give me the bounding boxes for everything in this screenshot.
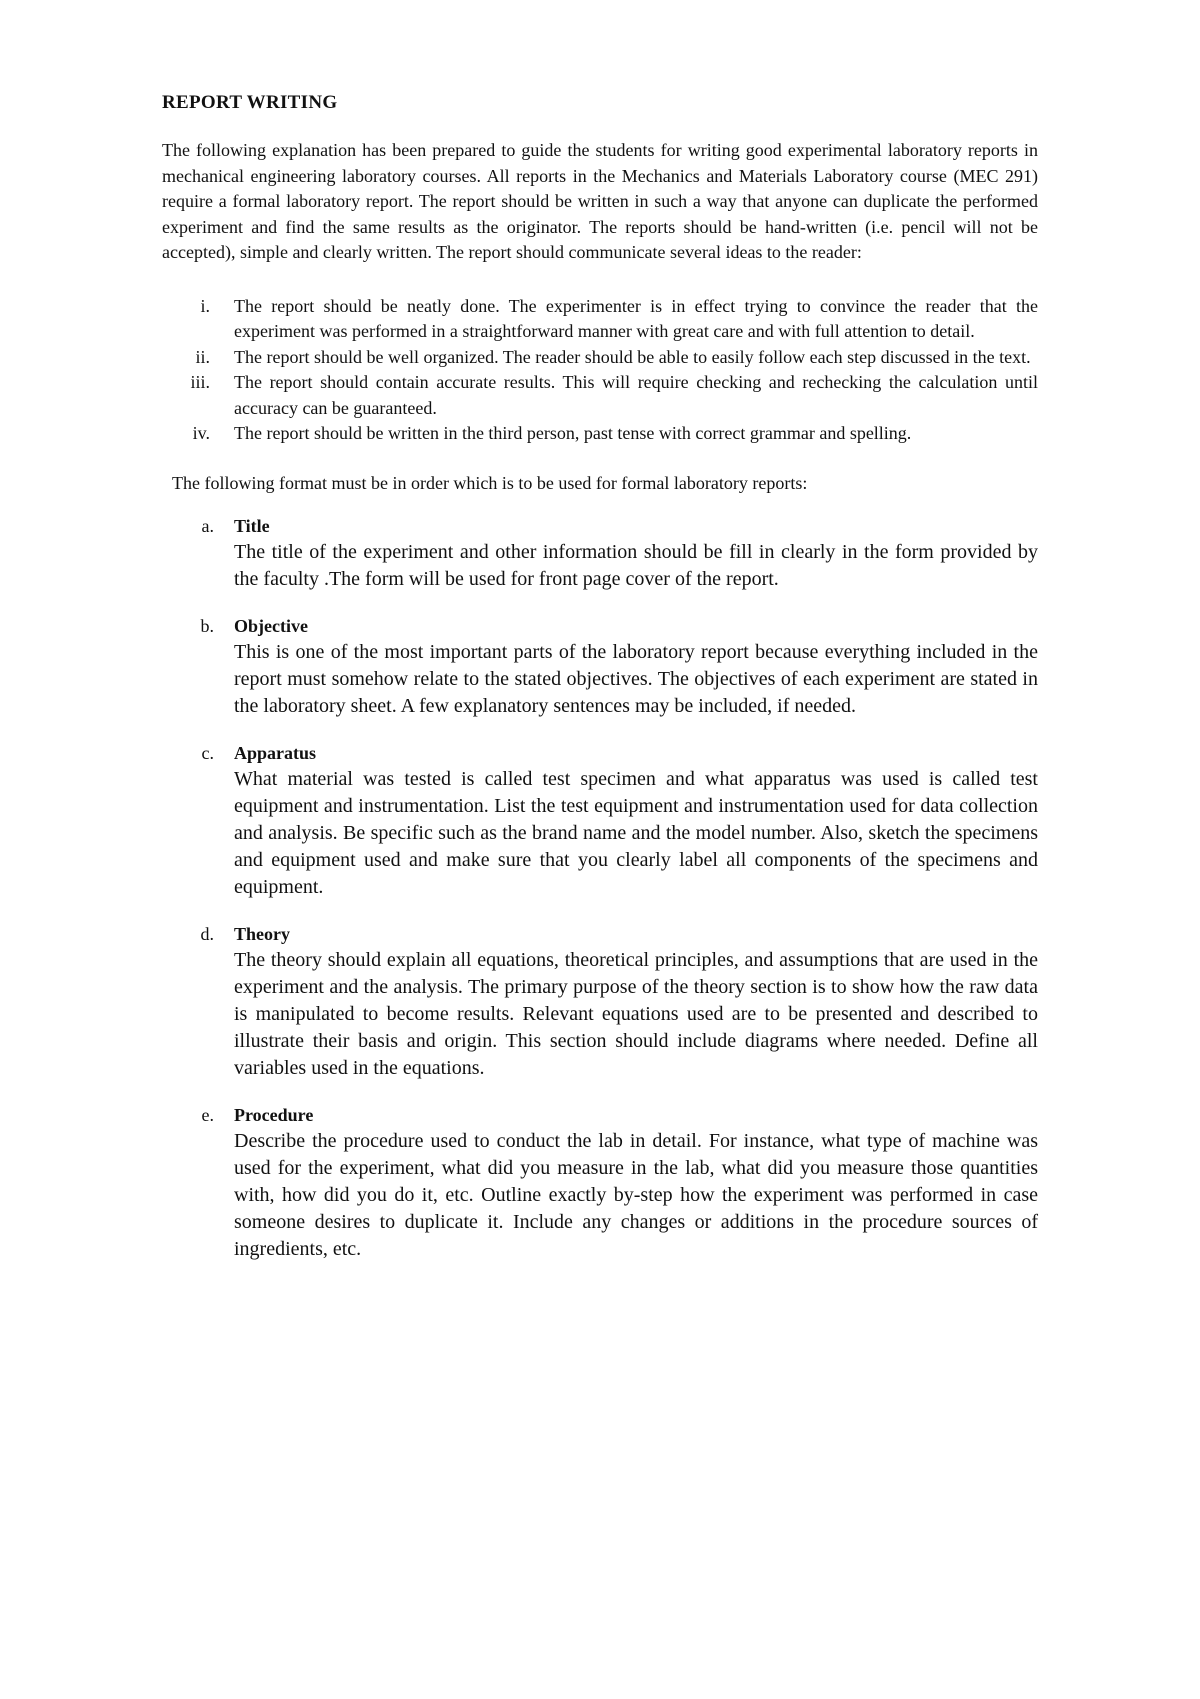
section-theory: [162, 922, 1038, 1082]
list-item-text: The report should be written in the third person, past tense with correct grammar and spelling.: [234, 423, 912, 443]
list-item: [162, 421, 1038, 447]
list-item-number: i.: [200, 295, 210, 316]
section-procedure: [162, 1103, 1038, 1263]
list-item: [162, 345, 1038, 371]
page-title: REPORT WRITING: [162, 92, 338, 113]
section-body: [234, 1103, 1038, 1263]
section-body: [234, 922, 1038, 1082]
section-heading: Theory: [234, 924, 290, 944]
list-item-text: The report should contain accurate results. This will require checking and rechecking the calculation until accuracy can be guaranteed.: [234, 372, 1038, 418]
intro-paragraph: The following explanation has been prepared to guide the students for writing good experimental laboratory reports in mechanical engineering laboratory courses. All reports in the Mechanics and Materials Laboratory course (MEC 291) require a formal laboratory report. The report should be written in such a way that anyone can duplicate the performed experiment and find the same results as the originator. The reports should be hand-written (i.e. pencil will not be accepted), simple and clearly written. The report should communicate several ideas to the reader:: [162, 140, 1038, 262]
document-page: [162, 92, 1038, 1284]
section-letter: c.: [201, 743, 214, 763]
section-title: [162, 514, 1038, 593]
list-item-number: iii.: [190, 372, 210, 392]
section-letter: b.: [200, 616, 214, 636]
section-text: The title of the experiment and other information should be fill in clearly in the form provided by the faculty .The form will be used for front page cover of the report.: [234, 541, 1038, 590]
section-objective: [162, 614, 1038, 720]
section-body: [234, 741, 1038, 901]
section-letter: d.: [200, 924, 214, 944]
list-item-text: The report should be well organized. The reader should be able to easily follow each step discussed in the text.: [234, 346, 1031, 367]
section-letter: a.: [201, 516, 214, 536]
section-text: Describe the procedure used to conduct the lab in detail. For instance, what type of machine was used for the experiment, what did you measure in the lab, what did you measure those quantities with, how did you do it, etc. Outline exactly by-step how the experiment was performed in case someone desires to duplicate it. Include any changes or additions in the procedure sources of ingredients, etc.: [234, 1130, 1038, 1260]
section-text: This is one of the most important parts of the laboratory report because everything included in the report must somehow relate to the stated objectives. The objectives of each experiment are stated in the laboratory sheet. A few explanatory sentences may be included, if needed.: [234, 641, 1038, 717]
section-text: The theory should explain all equations, theoretical principles, and assumptions that are used in the experiment and the analysis. The primary purpose of the theory section is to show how the raw data is manipulated to become results. Relevant equations used are to be presented and described to illustrate their basis and origin. This section should include diagrams where needed. Define all variables used in the equations.: [234, 949, 1038, 1079]
section-heading: Procedure: [234, 1105, 314, 1125]
list-item-text: The report should be neatly done. The experimenter is in effect trying to convince the reader that the experiment was performed in a straightforward manner with great care and with full attention to detail.: [234, 295, 1038, 341]
list-item: [162, 294, 1038, 345]
format-sections-list: [162, 514, 1038, 1263]
format-intro: The following format must be in order which is to be used for formal laboratory reports:: [172, 472, 808, 493]
section-body: [234, 614, 1038, 720]
list-item: [162, 370, 1038, 421]
section-heading: Apparatus: [234, 743, 317, 763]
section-body: [234, 514, 1038, 593]
section-letter: e.: [201, 1105, 214, 1125]
section-heading: Title: [234, 516, 270, 536]
list-item-number: ii.: [195, 346, 210, 367]
section-heading: Objective: [234, 616, 308, 636]
list-item-number: iv.: [192, 423, 210, 443]
ideas-list: [162, 294, 1038, 447]
section-text: What material was tested is called test specimen and what apparatus was used is called test equipment and instrumentation. List the test equipment and instrumentation used for data collection and analysis. Be specific such as the brand name and the model number. Also, sketch the specimens and equipment used and make sure that you clearly label all components of the specimens and equipment.: [234, 768, 1038, 898]
section-apparatus: [162, 741, 1038, 901]
